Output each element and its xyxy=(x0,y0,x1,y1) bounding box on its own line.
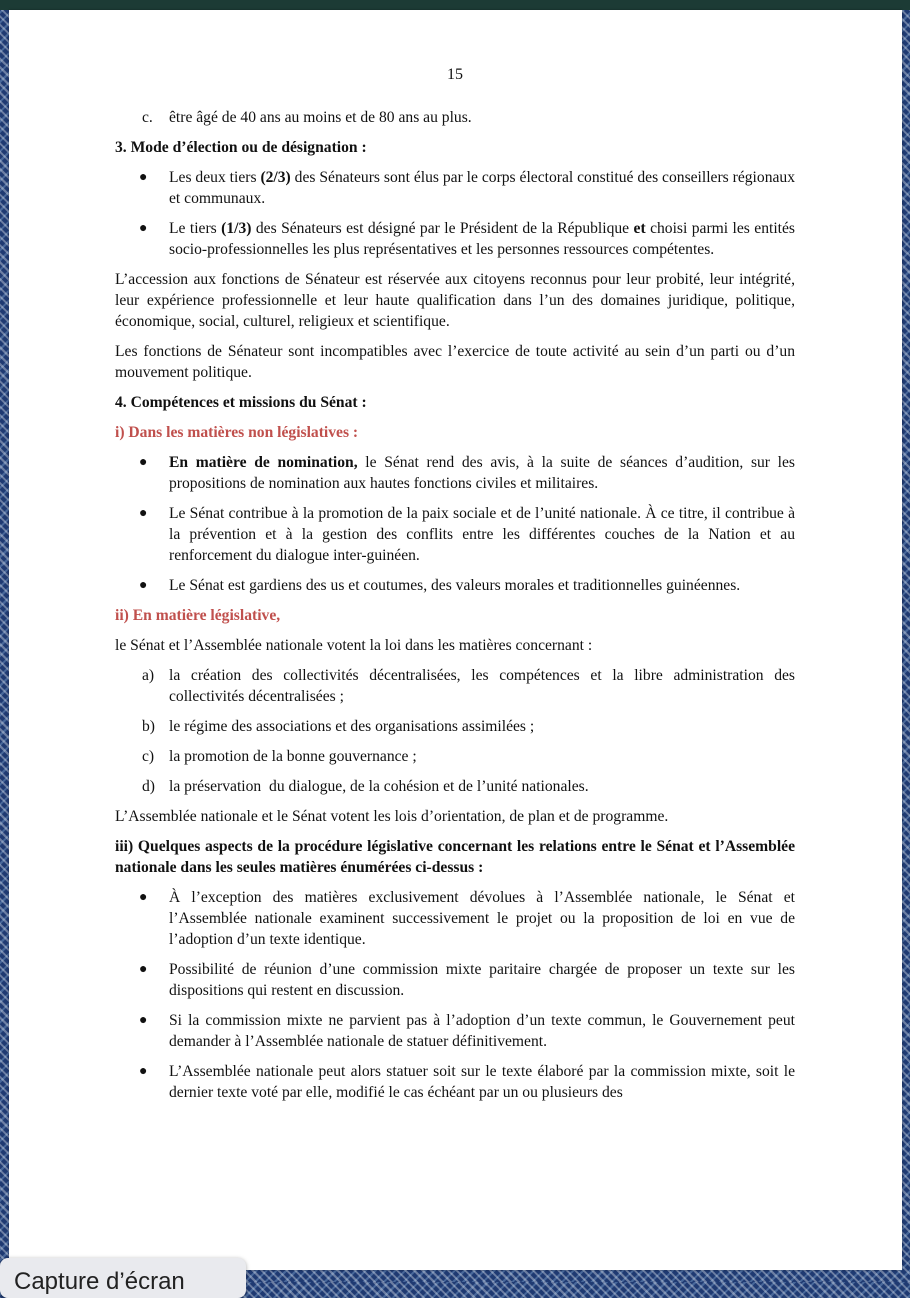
list-item xyxy=(115,218,795,260)
paragraph: L’accession aux fonctions de Sénateur est réservée aux citoyens reconnus pour leur probité, leur intégrité, leur expérience professionnelle et leur haute qualification dans l’un des domaines juridique, politique, économique, social, culturel, religieux et scientifique. xyxy=(115,271,795,330)
paragraph: Les fonctions de Sénateur sont incompatibles avec l’exercice de toute activité au sein d’un parti ou d’un mouvement politique. xyxy=(115,343,795,381)
text-span: L’Assemblée nationale peut alors statuer soit sur le texte élaboré par la commission mixte, soit le dernier texte voté par elle, modifié le cas échéant par un ou plusieurs des xyxy=(169,1063,795,1101)
list-marker: a) xyxy=(142,667,155,684)
bold-span: (2/3) xyxy=(260,169,291,186)
list-item-text: être âgé de 40 ans au moins et de 80 ans au plus. xyxy=(169,109,472,126)
bullet-icon: ● xyxy=(139,890,148,905)
bullet-icon: ● xyxy=(139,506,148,521)
section-heading: iii) Quelques aspects de la procédure législative concernant les relations entre le Sénat et l’Assemblée nationale dans les seules matières énumérées ci-dessus : xyxy=(115,838,795,876)
list-item-text: le régime des associations et des organisations assimilées ; xyxy=(169,718,535,735)
text-span: choisi parmi les entités socio-professionnelles les plus représentatives et les personnes ressources compétentes. xyxy=(169,220,795,258)
window-top-bar xyxy=(0,0,910,10)
paragraph: L’Assemblée nationale et le Sénat votent les lois d’orientation, de plan et de programme. xyxy=(115,808,669,825)
list-marker: b) xyxy=(142,718,155,735)
bullet-icon: ● xyxy=(139,170,148,185)
section-heading: 3. Mode d’élection ou de désignation : xyxy=(115,139,367,156)
document-page xyxy=(9,10,902,1270)
list-item-text: la préservation du dialogue, de la cohésion et de l’unité nationales. xyxy=(169,778,589,795)
list-item xyxy=(115,959,795,1001)
bullet-icon: ● xyxy=(139,455,148,470)
list-item xyxy=(115,776,795,797)
text-span: Si la commission mixte ne parvient pas à l’adoption d’un texte commun, le Gouvernement peut demander à l’Assemblée nationale de statuer définitivement. xyxy=(169,1012,795,1050)
text-span: Le Sénat contribue à la promotion de la paix sociale et de l’unité nationale. À ce titre, il contribue à la prévention et à la gestion des conflits entre les différentes couches de la Nation et au renforcement du dialogue inter-guinéen. xyxy=(169,505,795,564)
list-marker: c) xyxy=(142,748,155,765)
bold-span: (1/3) xyxy=(221,220,252,237)
text-span: Le Sénat est gardiens des us et coutumes, des valeurs morales et traditionnelles guinéennes. xyxy=(169,577,741,594)
list-item xyxy=(115,1010,795,1052)
list-item xyxy=(115,716,795,737)
list-marker: d) xyxy=(142,778,155,795)
page-content xyxy=(115,64,795,1112)
list-item xyxy=(115,746,795,767)
subsection-heading: i) Dans les matières non législatives : xyxy=(115,424,359,441)
list-item xyxy=(115,503,795,566)
list-marker: c. xyxy=(142,109,153,126)
bold-span: En matière de nomination, xyxy=(169,454,358,471)
list-item xyxy=(115,665,795,707)
text-span: Les deux tiers xyxy=(169,169,261,186)
text-span: des Sénateurs est désigné par le Président de la République xyxy=(251,220,634,237)
text-span: Le tiers xyxy=(169,220,222,237)
text-span: Possibilité de réunion d’une commission mixte paritaire chargée de proposer un texte sur les dispositions qui restent en discussion. xyxy=(169,961,795,999)
bold-span: et xyxy=(633,220,646,237)
list-item xyxy=(115,575,795,596)
list-item xyxy=(115,452,795,494)
screenshot-thumbnail-label[interactable]: Capture d’écran xyxy=(0,1258,246,1298)
text-span: le Sénat rend des avis, à la suite de séances d’audition, sur les propositions de nomination aux hautes fonctions civiles et militaires. xyxy=(169,454,795,492)
list-item xyxy=(115,167,795,209)
page-number: 15 xyxy=(447,66,463,83)
text-span: des Sénateurs sont élus par le corps électoral constitué des conseillers régionaux et communaux. xyxy=(169,169,796,207)
paragraph: le Sénat et l’Assemblée nationale votent la loi dans les matières concernant : xyxy=(115,637,593,654)
bullet-icon: ● xyxy=(139,962,148,977)
bullet-icon: ● xyxy=(139,1064,148,1079)
list-item xyxy=(115,107,795,128)
text-span: À l’exception des matières exclusivement dévolues à l’Assemblée nationale, le Sénat et l’Assemblée nationale examinent successivement le projet ou la proposition de loi en vue de l’adoption d’un texte identique. xyxy=(169,889,795,948)
bullet-icon: ● xyxy=(139,1013,148,1028)
subsection-heading: ii) En matière législative, xyxy=(115,607,281,624)
bullet-icon: ● xyxy=(139,578,148,593)
bullet-icon: ● xyxy=(139,221,148,236)
list-item-text: la création des collectivités décentralisées, les compétences et la libre administration des collectivités décentralisées ; xyxy=(169,667,795,705)
section-heading: 4. Compétences et missions du Sénat : xyxy=(115,394,367,411)
list-item xyxy=(115,887,795,950)
list-item-text: la promotion de la bonne gouvernance ; xyxy=(169,748,417,765)
list-item xyxy=(115,1061,795,1103)
